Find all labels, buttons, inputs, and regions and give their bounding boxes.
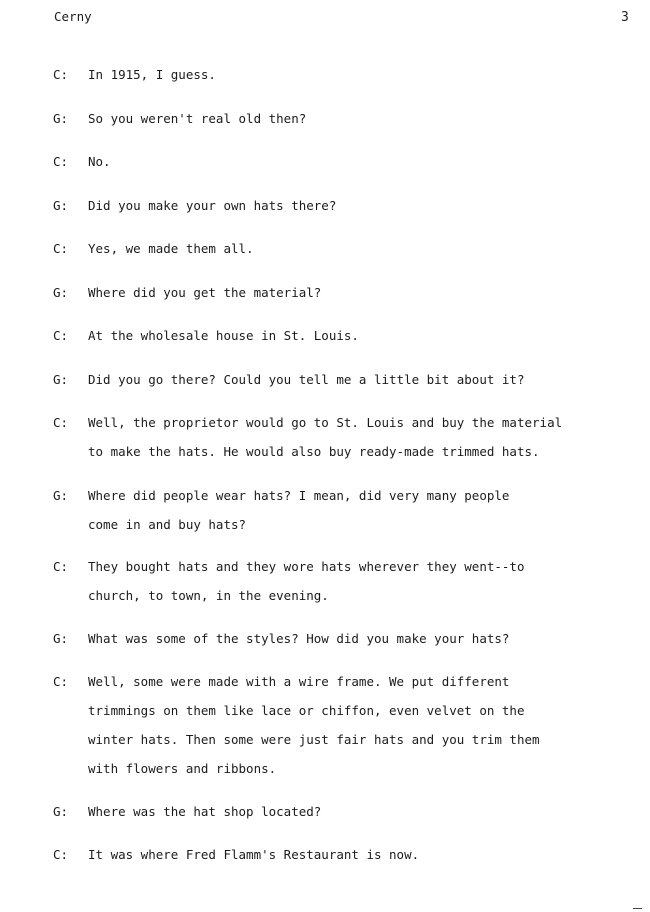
speaker-label: C: (53, 328, 69, 343)
speech-line: to make the hats. He would also buy ready-made trimmed hats. (88, 444, 540, 459)
speaker-label: C: (53, 559, 69, 574)
speaker-label: C: (53, 415, 69, 430)
speaker-label: C: (53, 847, 69, 862)
speech-text (88, 552, 643, 610)
speech-text (88, 840, 643, 869)
speaker-label: G: (53, 488, 69, 503)
speech-line: At the wholesale house in St. Louis. (88, 328, 359, 343)
speech-line: In 1915, I guess. (88, 67, 216, 82)
speech-text (88, 234, 643, 263)
speaker-label: G: (53, 804, 69, 819)
speech-line: with flowers and ribbons. (88, 761, 277, 776)
speech-text (88, 60, 643, 89)
speech-line: Did you make your own hats there? (88, 198, 337, 213)
speech-text (88, 147, 643, 176)
speech-line: Where did people wear hats? I mean, did very many people (88, 488, 510, 503)
speech-text (88, 408, 643, 466)
speech-text (88, 365, 643, 394)
interviewee-name-header: Cerny (54, 9, 92, 24)
speech-text (88, 104, 643, 133)
speaker-label: G: (53, 285, 69, 300)
speech-line: come in and buy hats? (88, 517, 247, 532)
speech-text (88, 667, 643, 783)
speech-text (88, 797, 643, 826)
speech-line: Where did you get the material? (88, 285, 322, 300)
speaker-label: C: (53, 67, 69, 82)
speech-line: Where was the hat shop located? (88, 804, 322, 819)
speaker-label: G: (53, 198, 69, 213)
speech-text (88, 481, 643, 539)
speaker-label: C: (53, 154, 69, 169)
page-number: 3 (621, 10, 629, 25)
speech-text (88, 191, 643, 220)
speech-text (88, 624, 643, 653)
speech-line: They bought hats and they wore hats wherever they went--to (88, 559, 525, 574)
page-edge-mark (633, 908, 642, 909)
speech-text (88, 278, 643, 307)
speech-line: Did you go there? Could you tell me a little bit about it? (88, 372, 525, 387)
speaker-label: G: (53, 111, 69, 126)
speech-line: Yes, we made them all. (88, 241, 254, 256)
speaker-label: G: (53, 631, 69, 646)
speech-text (88, 321, 643, 350)
speech-line: So you weren't real old then? (88, 111, 307, 126)
speech-line: What was some of the styles? How did you make your hats? (88, 631, 510, 646)
speaker-label: C: (53, 674, 69, 689)
speech-line: trimmings on them like lace or chiffon, even velvet on the (88, 703, 525, 718)
speech-line: Well, the proprietor would go to St. Louis and buy the material (88, 415, 563, 430)
speaker-label: G: (53, 372, 69, 387)
speech-line: No. (88, 154, 111, 169)
speech-line: church, to town, in the evening. (88, 588, 329, 603)
speech-line: Well, some were made with a wire frame. We put different (88, 674, 510, 689)
speaker-label: C: (53, 241, 69, 256)
speech-line: winter hats. Then some were just fair hats and you trim them (88, 732, 540, 747)
speech-line: It was where Fred Flamm's Restaurant is now. (88, 847, 420, 862)
